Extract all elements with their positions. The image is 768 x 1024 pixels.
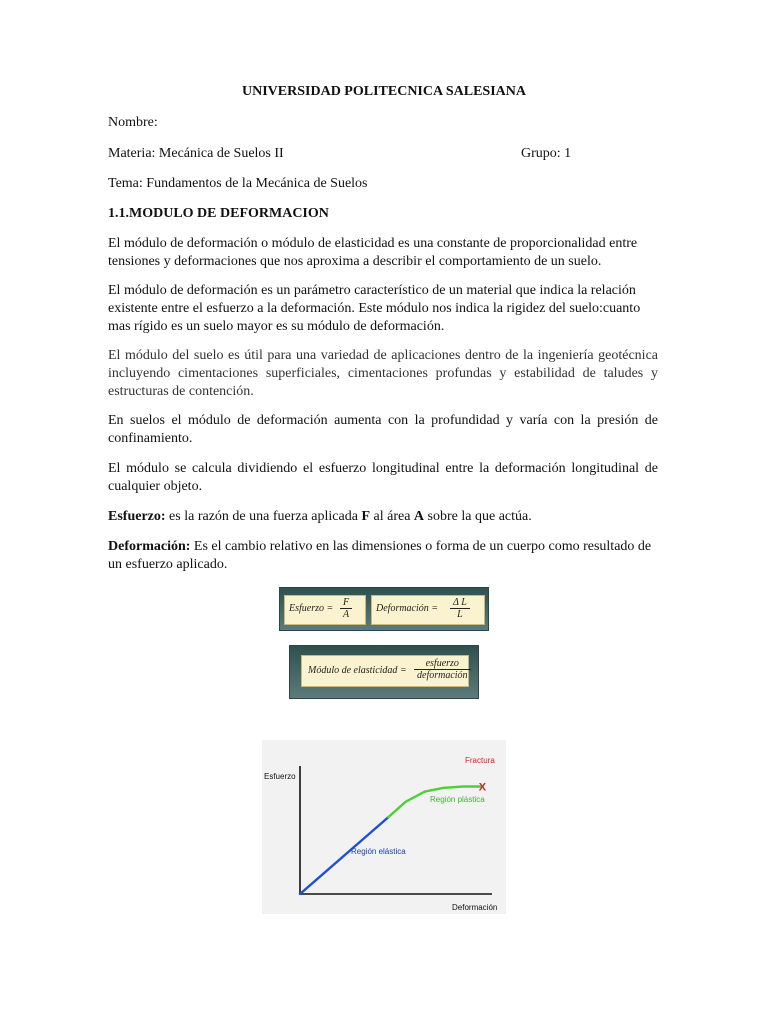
university-title: UNIVERSIDAD POLITECNICA SALESIANA <box>242 84 526 99</box>
plastic-region-label: Región plástica <box>430 795 485 804</box>
x-axis-label: Deformación <box>452 903 498 912</box>
paragraph-5: El módulo se calcula dividiendo el esfuerzo longitudinal entre la deformación longitudinal de cualquier objeto. <box>108 461 658 494</box>
formula-stress-strain-image <box>279 587 489 631</box>
esfuerzo-text-2: al área <box>370 509 414 524</box>
stress-numerator: F <box>340 597 352 609</box>
paragraph-2: El módulo de deformación es un parámetro característico de un material que indica la relación existente entre el esfuerzo a la deformación. Este módulo nos indica la rigidez del suelo:cuanto mas rígido es un suelo mayor es su módulo de deformación. <box>108 283 641 334</box>
y-axis-label: Esfuerzo <box>264 772 296 781</box>
strain-fraction <box>450 597 470 620</box>
strain-formula <box>371 595 485 625</box>
area-symbol: A <box>413 509 425 524</box>
paragraph-3: El módulo del suelo es útil para una variedad de aplicaciones dentro de la ingeniería geotécnica incluyendo cimentaciones superficiales, cimentaciones profundas y estabilidad de taludes y estructuras de contención. <box>108 348 658 399</box>
modulus-fraction <box>414 658 471 681</box>
paragraph-1: El módulo de deformación o módulo de elasticidad es una constante de proporcionalidad entre tensiones y deformaciones que nos aproxima a describir el comportamiento de un suelo. <box>108 236 638 269</box>
deformacion-text: Es el cambio relativo en las dimensiones o forma de un cuerpo como resultado de un esfuerzo aplicado. <box>108 539 652 572</box>
paragraph-4: En suelos el módulo de deformación aumenta con la profundidad y varía con la presión de confinamiento. <box>108 413 658 446</box>
elastic-region-label: Región elástica <box>351 847 406 856</box>
stress-fraction <box>340 597 352 620</box>
stress-formula <box>284 595 366 625</box>
strain-denominator: L <box>457 609 463 620</box>
stress-label: Esfuerzo = <box>289 603 334 614</box>
modulus-numerator: esfuerzo <box>414 658 471 670</box>
modulus-denominator: deformación <box>417 670 468 681</box>
deformacion-term: Deformación: <box>108 539 191 554</box>
paragraph-esfuerzo <box>108 508 658 526</box>
strain-label: Deformación = <box>376 603 439 614</box>
materia-line: Materia: Mecánica de Suelos II <box>108 146 284 161</box>
paragraph-deformacion <box>108 538 658 574</box>
fracture-label: Fractura <box>465 756 495 765</box>
force-symbol: F <box>361 509 370 524</box>
esfuerzo-text-1: es la razón de una fuerza aplicada <box>165 509 362 524</box>
formula-modulus-image <box>289 645 479 699</box>
stress-strain-chart-svg <box>262 740 506 914</box>
esfuerzo-text-3: sobre la que actúa. <box>424 509 532 524</box>
section-heading: 1.1.MODULO DE DEFORMACION <box>108 206 329 221</box>
nombre-line: Nombre: <box>108 115 158 130</box>
stress-denominator: A <box>343 609 350 620</box>
modulus-label: Módulo de elasticidad = <box>308 665 407 676</box>
esfuerzo-term: Esfuerzo: <box>108 509 166 524</box>
stress-strain-chart <box>262 740 506 914</box>
grupo-line: Grupo: 1 <box>521 146 572 161</box>
tema-line: Tema: Fundamentos de la Mecánica de Suelos <box>108 176 368 191</box>
fracture-marker: X <box>478 781 487 794</box>
modulus-formula <box>301 655 469 687</box>
strain-numerator: Δ L <box>450 597 470 609</box>
